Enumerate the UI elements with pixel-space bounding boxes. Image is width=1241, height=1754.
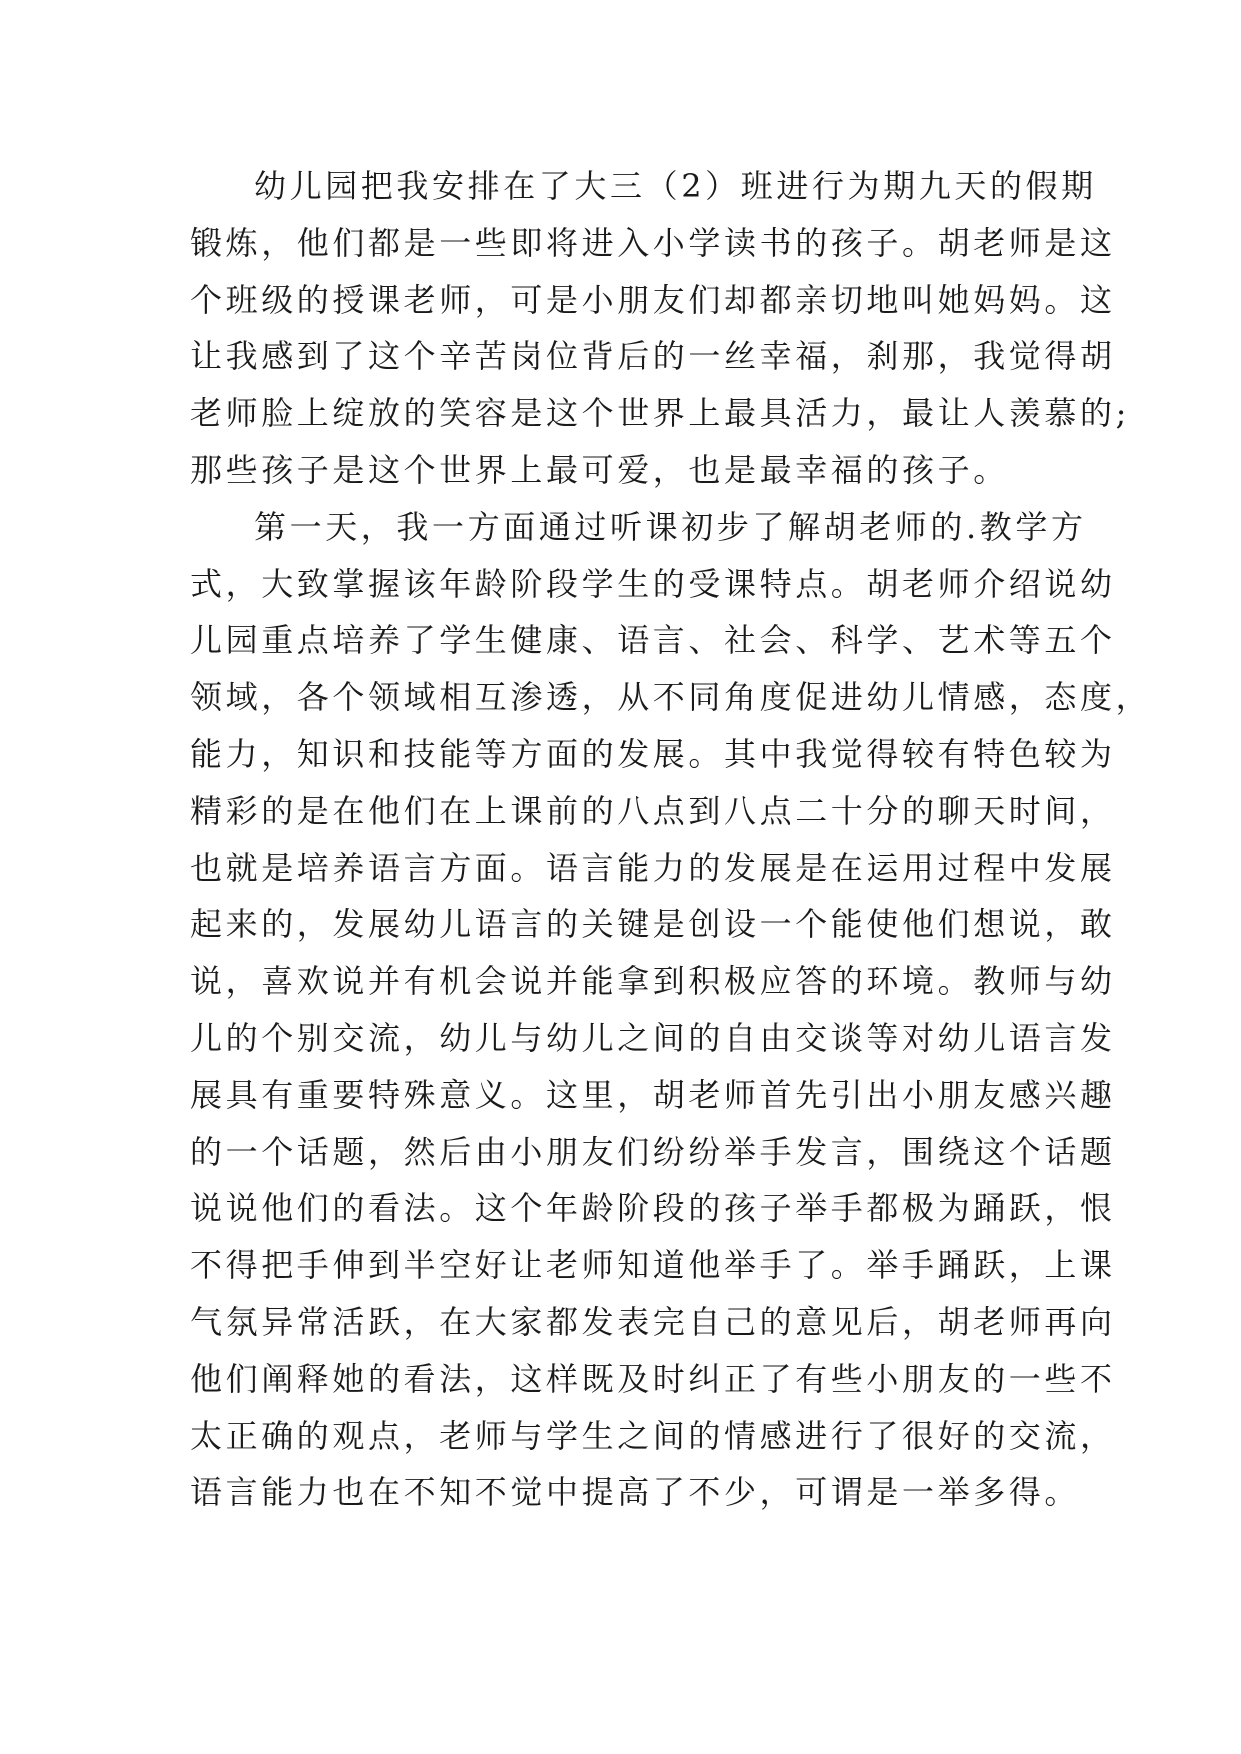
- paragraph-2: [190, 499, 1152, 1521]
- paragraph-line: 第一天，我一方面通过听课初步了解胡老师的.教学方: [254, 507, 1087, 546]
- paragraph-line: 说，喜欢说并有机会说并能拿到积极应答的环境。教师与幼: [190, 962, 1116, 1001]
- paragraph-line: 气氛异常活跃，在大家都发表完自己的意见后，胡老师再向: [190, 1302, 1116, 1341]
- paragraph-line: 让我感到了这个辛苦岗位背后的一丝幸福，刹那，我觉得胡: [190, 337, 1116, 376]
- paragraph-line: 起来的，发展幼儿语言的关键是创设一个能使他们想说，敢: [190, 905, 1116, 944]
- paragraph-line: 展具有重要特殊意义。这里，胡老师首先引出小朋友感兴趣: [190, 1075, 1116, 1114]
- paragraph-line: 也就是培养语言方面。语言能力的发展是在运用过程中发展: [190, 848, 1116, 887]
- paragraph-line: 儿的个别交流，幼儿与幼儿之间的自由交谈等对幼儿语言发: [190, 1018, 1116, 1057]
- paragraph-line: 老师脸上绽放的笑容是这个世界上最具活力，最让人羡慕的;: [190, 394, 1130, 433]
- paragraph-line: 能力，知识和技能等方面的发展。其中我觉得较有特色较为: [190, 734, 1116, 773]
- paragraph-line: 太正确的观点，老师与学生之间的情感进行了很好的交流，: [190, 1416, 1116, 1455]
- paragraph-line: 儿园重点培养了学生健康、语言、社会、科学、艺术等五个: [190, 621, 1116, 660]
- paragraph-line: 那些孩子是这个世界上最可爱，也是最幸福的孩子。: [190, 450, 1009, 489]
- paragraph-line: 语言能力也在不知不觉中提高了不少，可谓是一举多得。: [190, 1473, 1081, 1512]
- document-body: [190, 158, 1152, 1521]
- paragraph-line: 不得把手伸到半空好让老师知道他举手了。举手踊跃，上课: [190, 1246, 1116, 1285]
- paragraph-line: 个班级的授课老师，可是小朋友们却都亲切地叫她妈妈。这: [190, 280, 1116, 319]
- paragraph-line: 锻炼，他们都是一些即将进入小学读书的孩子。胡老师是这: [190, 223, 1116, 262]
- paragraph-line: 的一个话题，然后由小朋友们纷纷举手发言，围绕这个话题: [190, 1132, 1116, 1171]
- paragraph-line: 幼儿园把我安排在了大三（2）班进行为期九天的假期: [254, 167, 1097, 205]
- paragraph-line: 领域，各个领域相互渗透，从不同角度促进幼儿情感，态度，: [190, 678, 1152, 717]
- paragraph-line: 精彩的是在他们在上课前的八点到八点二十分的聊天时间，: [190, 791, 1116, 830]
- paragraph-line: 说说他们的看法。这个年龄阶段的孩子举手都极为踊跃，恨: [190, 1189, 1116, 1228]
- paragraph-1: [190, 158, 1130, 499]
- paragraph-line: 式，大致掌握该年龄阶段学生的受课特点。胡老师介绍说幼: [190, 564, 1116, 603]
- paragraph-line: 他们阐释她的看法，这样既及时纠正了有些小朋友的一些不: [190, 1359, 1116, 1398]
